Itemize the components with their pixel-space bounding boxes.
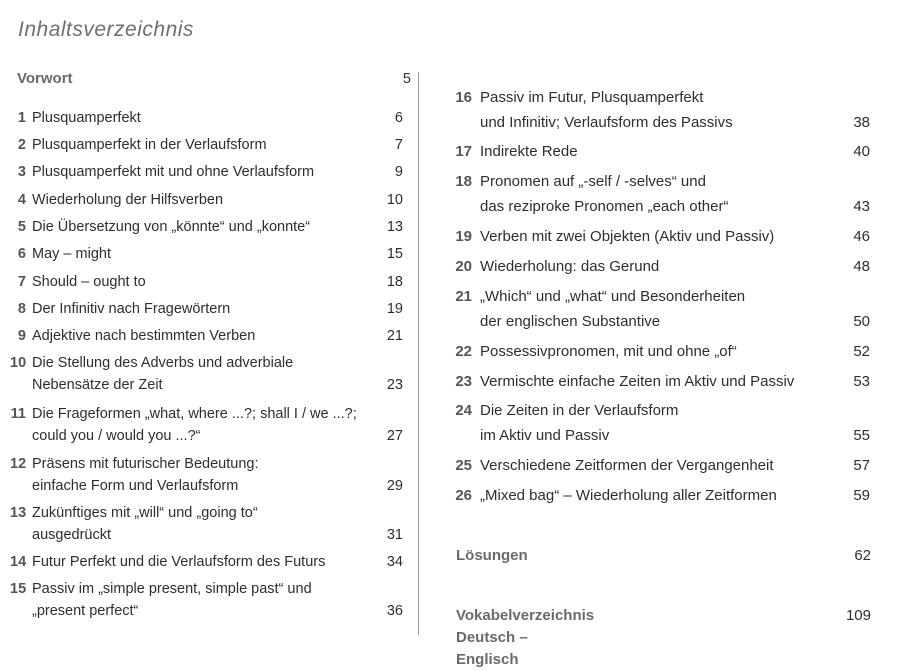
page-number: 50: [853, 313, 870, 330]
chapter-number: 25: [455, 457, 472, 474]
chapter-title-line: Indirekte Rede: [480, 143, 578, 160]
page-number: 57: [853, 457, 870, 474]
chapter-number: 9: [17, 328, 26, 344]
chapter-title-line: Pronomen auf „-self / -selves“ und: [480, 173, 706, 190]
page-number: 53: [853, 373, 870, 390]
page-number: 10: [386, 192, 403, 208]
chapter-title-line: Verben mit zwei Objekten (Aktiv und Passiv): [480, 228, 775, 245]
chapter-number: 6: [17, 246, 26, 262]
chapter-number: 5: [17, 219, 26, 235]
page-number: 23: [386, 377, 403, 393]
chapter-title-line: „Which“ und „what“ und Besonderheiten: [480, 288, 746, 305]
chapter-number: 20: [455, 258, 472, 275]
chapter-title-line: das reziproke Pronomen „each other“: [480, 198, 729, 215]
chapter-title-line: Plusquamperfekt mit und ohne Verlaufsform: [32, 164, 315, 180]
chapter-number: 18: [455, 173, 472, 190]
chapter-number: 21: [455, 288, 472, 305]
chapter-title-line: Zukünftiges mit „will“ und „going to“: [32, 505, 258, 521]
page-number: 52: [853, 343, 870, 360]
section-label: Vokabelverzeichnis Deutsch – Englisch: [456, 607, 595, 668]
page-number: 7: [394, 137, 403, 153]
chapter-number: 16: [455, 89, 472, 106]
chapter-number: 2: [17, 137, 26, 153]
chapter-title-line: Passiv im „simple present, simple past“ und: [32, 581, 312, 597]
chapter-title-line: Die Zeiten in der Verlaufsform: [480, 402, 679, 419]
chapter-number: 14: [10, 554, 27, 570]
page-number: 40: [853, 143, 870, 160]
page-title: Inhaltsverzeichnis: [18, 18, 194, 41]
chapter-title-line: „present perfect“: [32, 603, 139, 619]
page-number: 48: [853, 258, 870, 275]
chapter-title-line: „Mixed bag“ – Wiederholung aller Zeitformen: [480, 487, 777, 504]
chapter-title-line: Die Frageformen „what, where ...?; shall I / we ...?;: [32, 406, 357, 422]
page-number: 29: [386, 478, 403, 494]
chapter-number: 13: [10, 505, 27, 521]
chapter-title-line: der englischen Substantive: [480, 313, 661, 330]
chapter-number: 11: [10, 406, 26, 422]
section-label: Vorwort: [17, 70, 73, 87]
chapter-title-line: Präsens mit futurischer Bedeutung:: [32, 456, 259, 472]
page-number: 6: [394, 110, 403, 126]
chapter-number: 10: [10, 355, 27, 371]
chapter-number: 19: [455, 228, 472, 245]
page-number: 31: [386, 527, 403, 543]
chapter-title-line: Verschiedene Zeitformen der Vergangenheit: [480, 457, 774, 474]
chapter-title-line: Plusquamperfekt in der Verlaufsform: [32, 137, 267, 153]
page-number: 34: [386, 554, 403, 570]
page-number: 19: [386, 301, 403, 317]
chapter-title-line: Vermischte einfache Zeiten im Aktiv und Passiv: [480, 373, 795, 390]
chapter-number: 7: [17, 274, 26, 290]
page-number: 18: [386, 274, 403, 290]
page-number: 55: [853, 427, 870, 444]
chapter-title-line: einfache Form und Verlaufsform: [32, 478, 239, 494]
page-number: 36: [386, 603, 403, 619]
page-number: 59: [853, 487, 870, 504]
page-number: 9: [394, 164, 403, 180]
chapter-number: 15: [10, 581, 27, 597]
chapter-title-line: Should – ought to: [32, 274, 146, 290]
chapter-title-line: und Infinitiv; Verlaufsform des Passivs: [480, 114, 733, 131]
page-number: 109: [845, 607, 871, 624]
page-number: 43: [853, 198, 870, 215]
chapter-title-line: Plusquamperfekt: [32, 110, 141, 126]
page-number: 21: [386, 328, 403, 344]
chapter-title-line: Futur Perfekt und die Verlaufsform des Futurs: [32, 554, 326, 570]
chapter-number: 8: [17, 301, 26, 317]
page-number: 27: [386, 428, 403, 444]
chapter-title-line: im Aktiv und Passiv: [480, 427, 610, 444]
chapter-title-line: Der Infinitiv nach Fragewörtern: [32, 301, 231, 317]
chapter-number: 4: [17, 192, 26, 208]
chapter-number: 24: [455, 402, 472, 419]
section-label: Lösungen: [456, 547, 528, 564]
page-number: 5: [402, 71, 411, 87]
chapter-number: 3: [17, 164, 26, 180]
chapter-title-line: Adjektive nach bestimmten Verben: [32, 328, 256, 344]
chapter-title-line: Wiederholung der Hilfsverben: [32, 192, 224, 208]
column-divider: [418, 72, 419, 635]
page-number: 15: [386, 246, 403, 262]
chapter-number: 17: [455, 143, 472, 160]
chapter-number: 1: [17, 110, 26, 126]
chapter-title-line: May – might: [32, 246, 111, 262]
chapter-title-line: Passiv im Futur, Plusquamperfekt: [480, 89, 704, 106]
chapter-title-line: ausgedrückt: [32, 527, 111, 543]
chapter-title-line: Possessivpronomen, mit und ohne „of“: [480, 343, 737, 360]
page-number: 38: [853, 114, 870, 131]
page-number: 46: [853, 228, 870, 245]
chapter-number: 12: [10, 456, 27, 472]
chapter-title-line: Die Übersetzung von „könnte“ und „konnte“: [32, 219, 311, 235]
page-number: 62: [854, 547, 871, 564]
chapter-title-line: Nebensätze der Zeit: [32, 377, 163, 393]
chapter-title-line: Wiederholung: das Gerund: [480, 258, 660, 275]
chapter-title-line: could you / would you ...?“: [32, 428, 201, 444]
chapter-number: 23: [455, 373, 472, 390]
page-number: 13: [386, 219, 403, 235]
chapter-number: 26: [455, 487, 472, 504]
chapter-number: 22: [455, 343, 472, 360]
chapter-title-line: Die Stellung des Adverbs und adverbiale: [32, 355, 294, 371]
